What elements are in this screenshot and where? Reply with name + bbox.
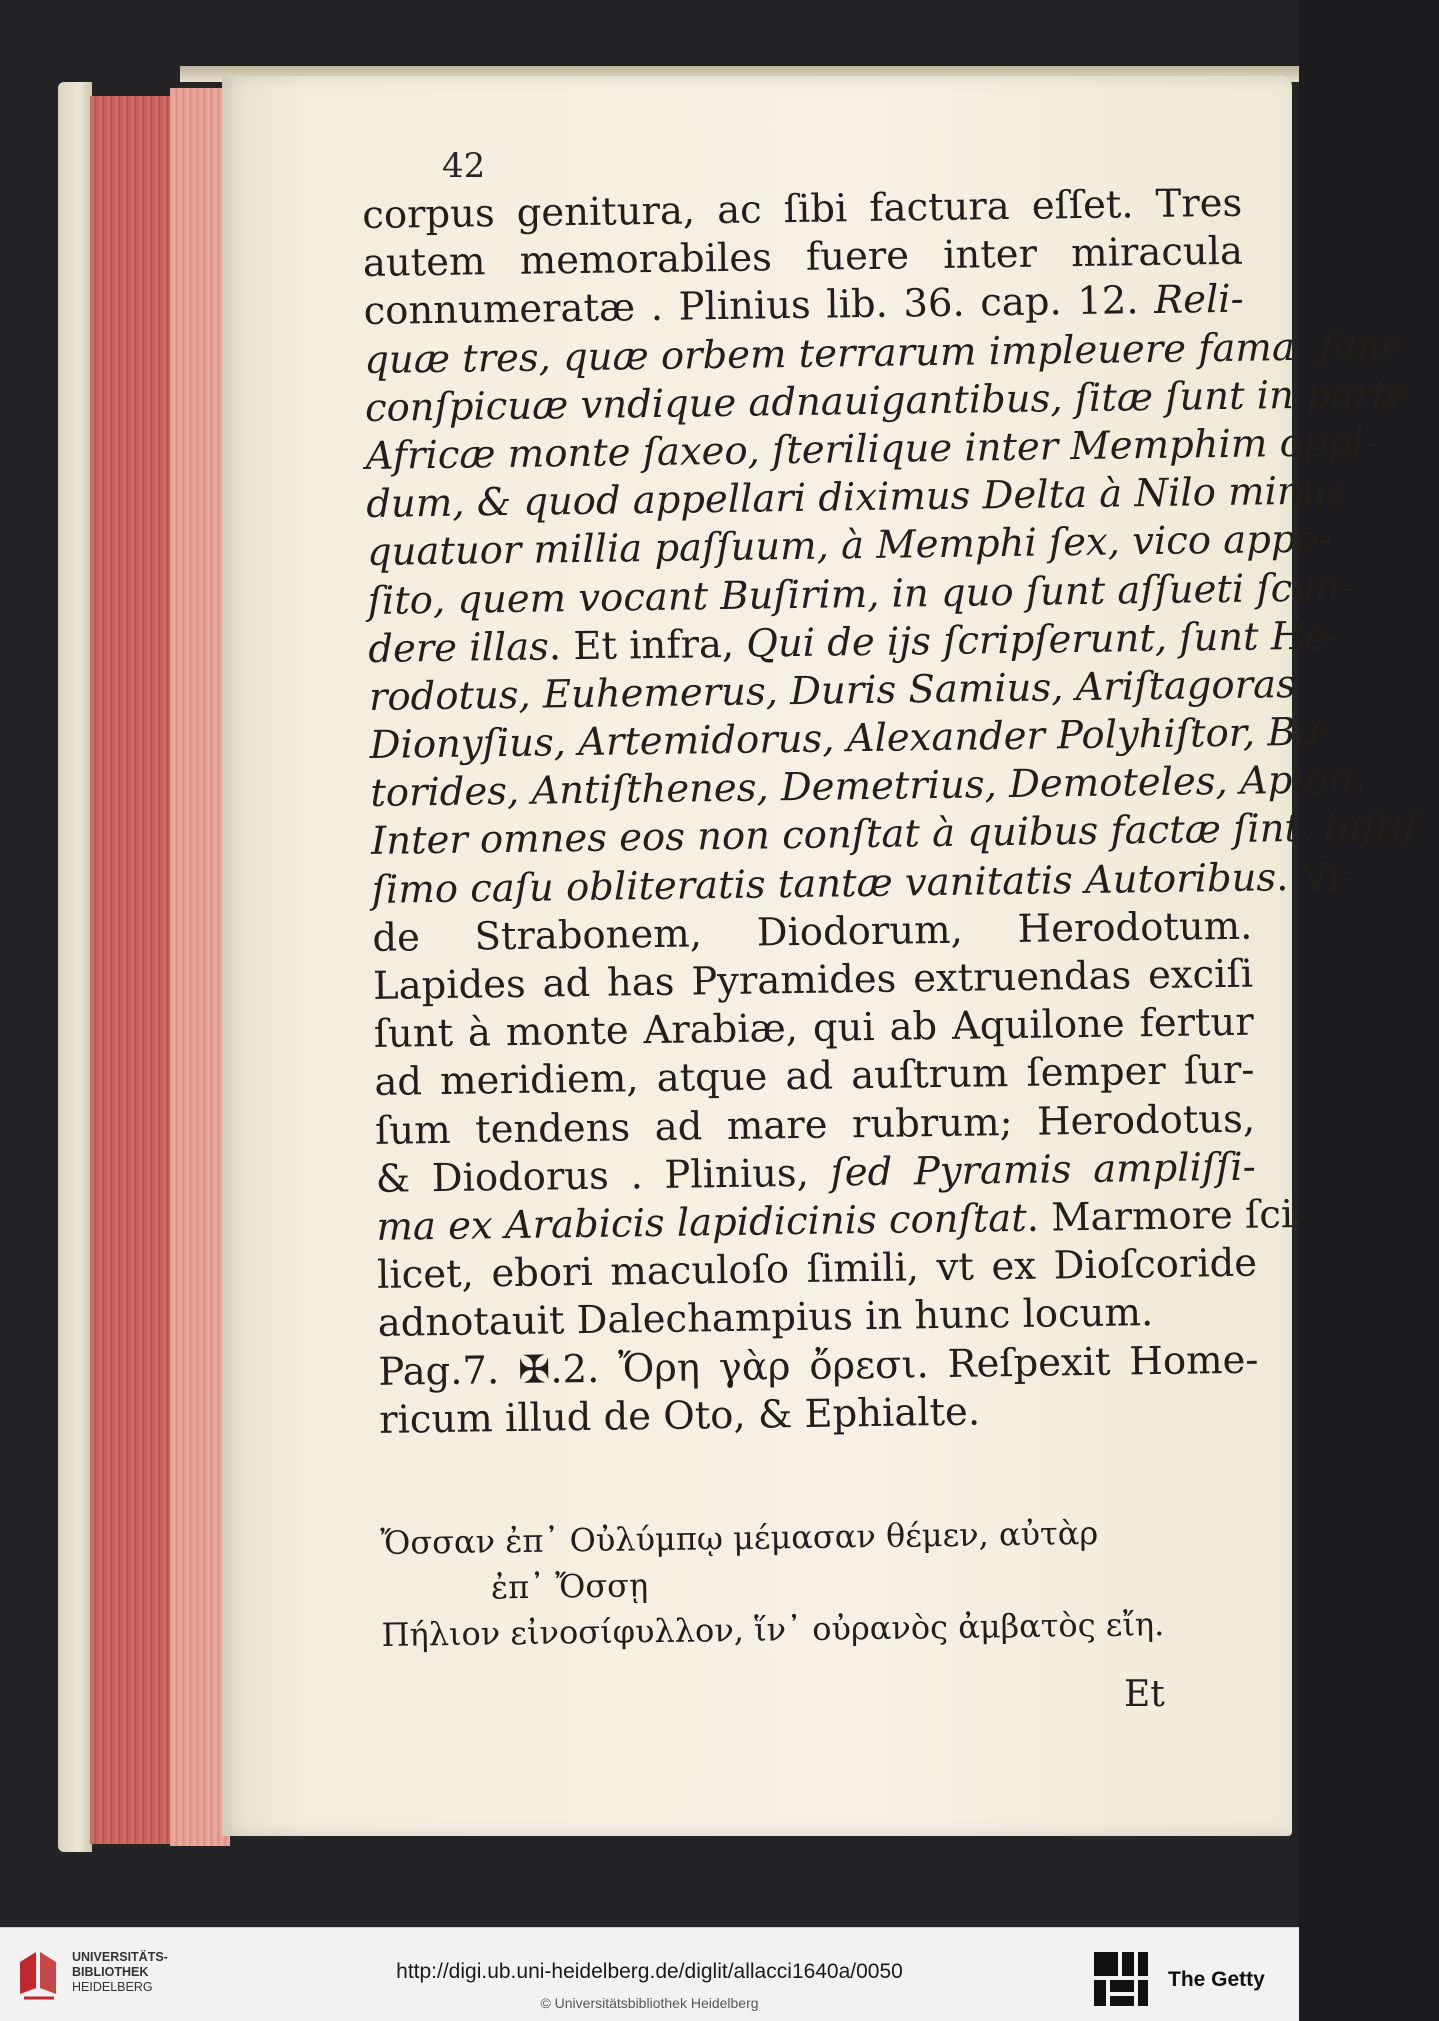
text-segment: ſum tendens ad mare rubrum; Herodotus, [374, 1096, 1256, 1154]
text-segment: Lapides ad has Pyramides extruendas exciſi [372, 951, 1254, 1009]
italic-text-segment: ma ex Arabicis lapidicinis conſtat [376, 1195, 1027, 1250]
italic-text-segment: Dionyſius, Artemidorus, Alexander Polyhiſtor, Bu- [369, 709, 1334, 769]
text-segment: . Et infra, [548, 621, 747, 670]
text-segment: ricum illud de Oto, & Ephialte. [378, 1389, 981, 1443]
text-segment: licet, ebori maculoſo ſimili, vt ex Dioſcoride [376, 1240, 1258, 1299]
catchword: Et [1124, 1674, 1165, 1715]
library-name-line1: UNIVERSITÄTS- [72, 1950, 168, 1964]
red-page-edges-inner [170, 88, 230, 1846]
greek-verse-line: Πήλιον εἰνοσίφυλλον, ἵν᾽ οὐρανὸς ἀμβατὸς εἴη. [381, 1605, 1165, 1654]
italic-text-segment: torides, Antiſthenes, Demetrius, Demoteles, Apion. [370, 757, 1366, 817]
book-cover-edge [58, 82, 92, 1852]
text-segment: autem memorabiles fuere inter miracula [362, 228, 1244, 287]
text-segment: . Marmore ſci- [1026, 1191, 1307, 1241]
body-text [362, 180, 1432, 1445]
italic-text-segment: ſito, quem vocant Buſirim, in quo ſunt aſſueti ſcan- [367, 564, 1354, 624]
greek-quotation [380, 1508, 1242, 1658]
italic-text-segment: Reli- [1153, 277, 1244, 324]
text-segment: adnotauit Dalechampius in hunc locum. [377, 1290, 1154, 1347]
red-page-edges [90, 96, 170, 1844]
page-number: 42 [442, 146, 486, 186]
italic-text-segment: quæ tres, quæ orbem terrarum impleuere fama, ſanè [364, 323, 1405, 383]
italic-text-segment: dum, & quod appellari diximus Delta à Nilo minus [366, 468, 1347, 528]
italic-text-segment: conſpicuæ vndique adnauigantibus, ſitæ ſunt in parte [364, 371, 1411, 431]
permalink-url[interactable]: http://digi.ub.uni-heidelberg.de/diglit/allacci1640a/0050 [396, 1960, 903, 1983]
italic-text-segment: Qui de ijs ſcripſerunt, ſunt He- [746, 613, 1341, 667]
italic-text-segment: ſimo caſu obliteratis tantæ vanitatis Autoribus [371, 854, 1277, 913]
text-segment: Pag.7. ✠.2. Ὄρη γὰρ ὄρεσι. Reſpexit Home- [378, 1337, 1259, 1395]
italic-text-segment: Africæ monte ſaxeo, ſterilique inter Memphim oppi- [365, 419, 1378, 479]
text-segment: de Strabonem, Diodorum, Herodotum. [372, 903, 1253, 961]
text-segment: corpus genitura, ac ſibi factura eſſet. Tres [362, 180, 1243, 238]
text-segment: . Vi- [1275, 853, 1354, 900]
greek-verse-line: ἐπ᾽ Ὄσσῃ [490, 1566, 649, 1607]
copyright-notice: © Universitätsbibliothek Heidelberg [540, 1995, 759, 2011]
text-segment: connumeratæ . Plinius lib. 36. cap. 12. [363, 278, 1155, 335]
text-segment: ad meridiem, atque ad auſtrum ſemper ſur- [374, 1048, 1255, 1106]
getty-logo-icon [1092, 1950, 1150, 2008]
italic-text-segment: rodotus, Euhemerus, Duris Samius, Ariſtagoras, [368, 661, 1309, 720]
greek-verse-line: Ὄσσαν ἐπ᾽ Οὐλύμπῳ μέμασαν θέμεν, αὐτὰρ [380, 1513, 1099, 1562]
italic-text-segment: dere illas [368, 624, 550, 672]
italic-text-segment: quatuor millia paſſuum, à Memphi ſex, vico appo- [366, 516, 1332, 576]
partner-name: The Getty [1168, 1968, 1265, 1991]
italic-text-segment: ſed Pyramis ampliſſi- [830, 1144, 1256, 1196]
text-segment: ſunt à monte Arabiæ, qui ab Aquilone fertur [373, 999, 1254, 1058]
viewer-footer [0, 1927, 1299, 2021]
italic-text-segment: Inter omnes eos non conſtat à quibus factæ ſint, iuſtiſ- [370, 804, 1432, 865]
library-name-line3: HEIDELBERG [72, 1980, 153, 1994]
text-segment: & Diodorus . Plinius, [375, 1150, 831, 1202]
library-name-line2: BIBLIOTHEK [72, 1965, 149, 1979]
